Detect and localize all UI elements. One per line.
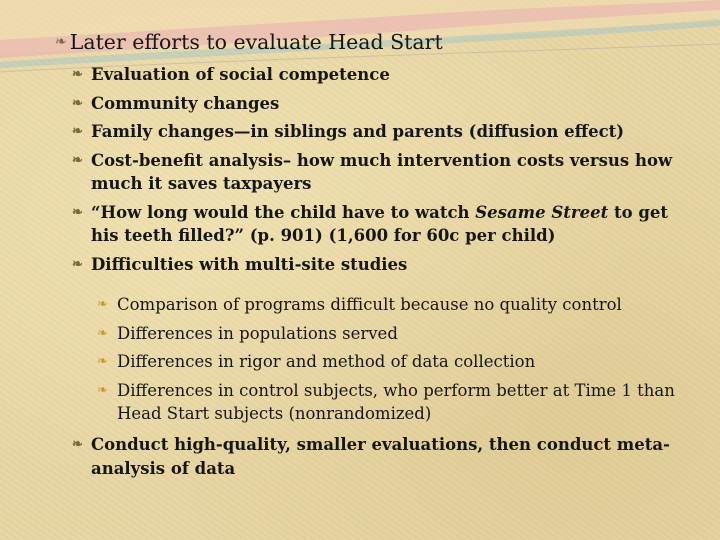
list-item-text: Conduct high-quality, smaller evaluations, then conduct meta-analysis of data bbox=[91, 435, 670, 478]
sub-list-item-text: Differences in control subjects, who perform better at Time 1 than Head Start subjects (nonrandomized) bbox=[117, 380, 675, 423]
list-item-text-italic: Sesame Street bbox=[475, 202, 609, 222]
bullet-glyph-icon: ❧ bbox=[72, 152, 83, 168]
list-item-text: Cost-benefit analysis– how much intervention costs versus how much it saves taxpayers bbox=[91, 150, 673, 193]
sub-list-item-text: Differences in rigor and method of data collection bbox=[117, 352, 536, 371]
sub-list-item-text: Differences in populations served bbox=[117, 323, 398, 343]
bullet-glyph-icon: ❧ bbox=[72, 437, 83, 452]
bullet-glyph-icon: ❧ bbox=[72, 124, 83, 139]
final-bullet-list bbox=[72, 433, 692, 485]
bullet-glyph-icon: ❧ bbox=[72, 67, 83, 82]
bullet-glyph-icon: ❧ bbox=[72, 204, 83, 220]
sub-bullet-glyph-icon: ❧ bbox=[97, 382, 108, 398]
sub-list-item bbox=[72, 322, 692, 346]
list-item-text: Evaluation of social competence bbox=[91, 65, 390, 84]
list-item-text-after: to get his teeth filled?” (p. 901) (1,600 for 60c per child) bbox=[91, 202, 668, 245]
bullet-glyph-icon: ❧ bbox=[55, 34, 67, 50]
list-item bbox=[72, 63, 692, 87]
list-item-text: Difficulties with multi-site studies bbox=[91, 254, 408, 274]
sub-list-item bbox=[72, 379, 692, 426]
sub-bullet-list bbox=[72, 293, 692, 431]
bullet-glyph-icon: ❧ bbox=[72, 256, 83, 272]
list-item bbox=[72, 201, 692, 248]
list-item bbox=[72, 92, 692, 116]
bullet-glyph-icon: ❧ bbox=[72, 95, 83, 111]
bullet-list bbox=[72, 63, 692, 281]
slide-title bbox=[55, 30, 443, 54]
list-item-text: Family changes—in siblings and parents (diffusion effect) bbox=[91, 122, 625, 141]
sub-list-item bbox=[72, 350, 692, 374]
list-item bbox=[72, 433, 692, 480]
sub-list-item bbox=[72, 293, 692, 317]
list-item-text: Community changes bbox=[91, 93, 280, 113]
sub-bullet-glyph-icon: ❧ bbox=[97, 297, 108, 312]
sub-bullet-glyph-icon: ❧ bbox=[97, 325, 108, 341]
sub-list-item-text: Comparison of programs difficult because no quality control bbox=[117, 295, 622, 314]
list-item bbox=[72, 120, 692, 144]
slide-title-text: Later efforts to evaluate Head Start bbox=[69, 30, 443, 54]
list-item-text-before: “How long would the child have to watch bbox=[91, 202, 476, 222]
list-item bbox=[72, 149, 692, 196]
sub-bullet-glyph-icon: ❧ bbox=[97, 354, 108, 369]
list-item bbox=[72, 253, 692, 277]
